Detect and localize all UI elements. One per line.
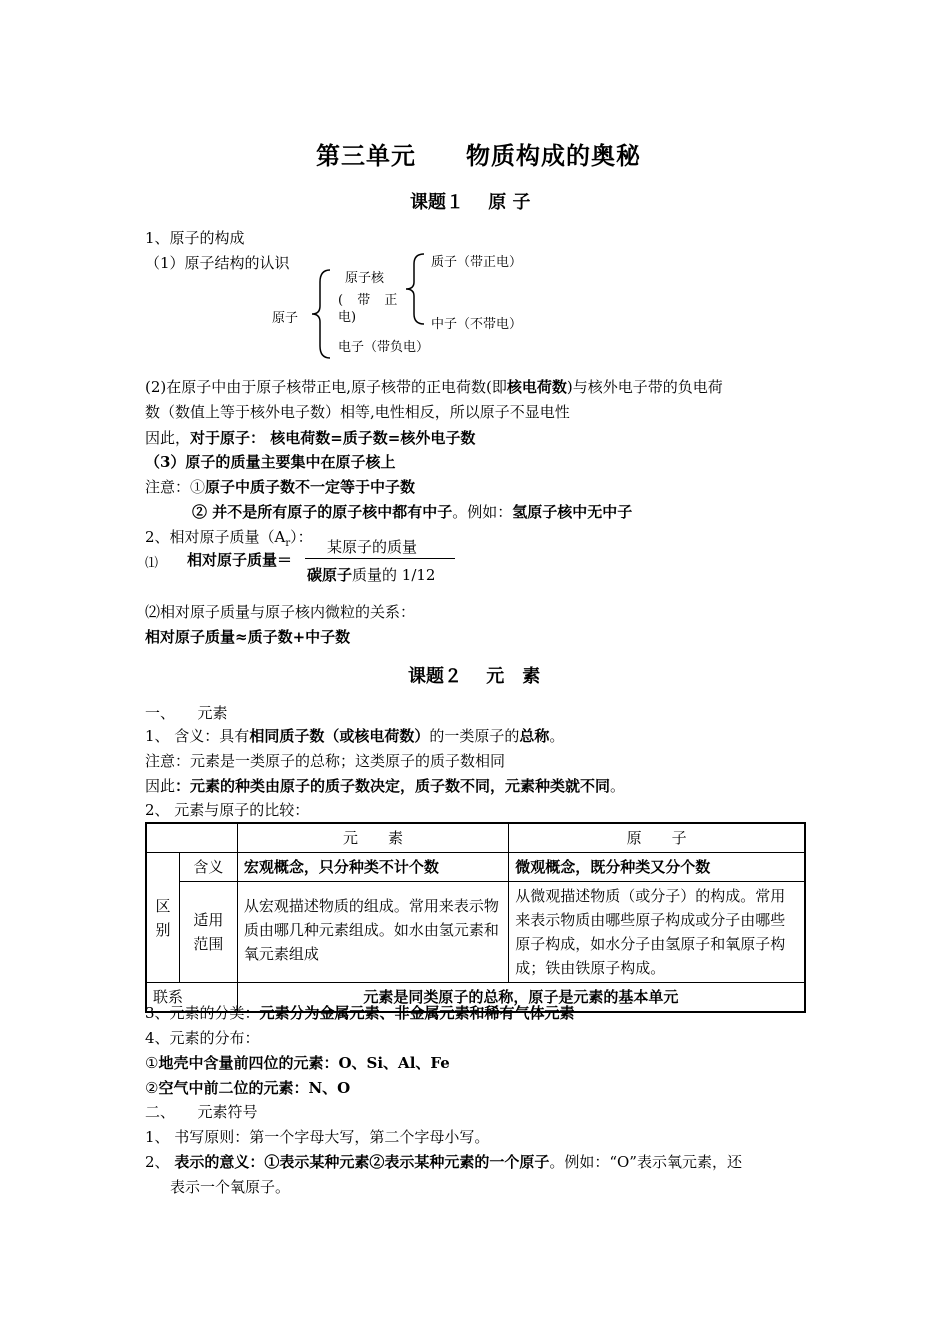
brace-atom [310,268,332,360]
relation-formula: 相对原子质量≈质子数+中子数 [145,628,351,646]
table-row [146,882,805,983]
element-definition-b: 相同质子数（或核电荷数） [249,727,430,745]
paragraph-nuclear-charge [145,376,723,397]
element-therefore-a: 因此 [145,777,176,795]
note-2-example: 。例如： [452,503,513,521]
distribution-air [145,1077,350,1098]
therefore-prefix: 因此， [145,429,191,447]
distribution-crust [145,1052,450,1073]
relative-mass-heading [145,526,313,549]
relative-mass-heading-text: 2、相对原子质量（A [145,528,286,546]
formula-denominator [307,564,435,585]
relative-mass-heading-end: ）： [290,528,313,546]
subsection-atom-recognition: （1）原子结构的认识 [145,254,290,272]
table-header-atom: 原 子 [509,823,805,853]
note-line-2 [192,501,632,522]
table-scope-label: 适用范围 [179,882,237,983]
diagram-nucleus: 原子核 [345,271,385,286]
element-definition-d: 总称 [519,727,550,745]
symbol-meaning-num: 2、 [145,1153,175,1171]
section-element: 一、 元素 [145,704,228,722]
symbol-meaning-text: 表示的意义：①表示某种元素②表示某种元素的一个原子 [174,1153,550,1171]
table-meaning-element: 宏观概念，只分种类不计个数 [237,853,508,882]
section-element-symbol: 二、 元素符号 [145,1103,258,1121]
comparison-table [145,822,806,1013]
formula-label: 相对原子质量＝ [187,551,293,569]
symbol-meaning-cont: 表示一个氧原子。 [170,1178,291,1196]
table-relation-label: 联系 [146,983,237,1013]
table-scope-atom: 从微观描述物质（或分子）的构成。常用来表示物质由哪些原子构成或分子由哪些原子构成，如水分子由氢原子和氧原子构成；铁由铁原子构成。 [509,882,805,983]
element-definition-e: 。 [549,727,565,745]
section-atom-structure: 1、原子的构成 [145,229,245,247]
formula-number: ⑴ [145,556,159,571]
therefore-formula: 对于原子： 核电荷数=质子数=核外电子数 [190,429,476,447]
formula-carbon: 碳原子 [307,566,353,584]
paragraph-nuclear-charge-c: )与核外电子带的负电荷 [566,378,723,396]
distribution-crust-marker: ① [145,1054,159,1072]
therefore-line [145,427,475,448]
keyword-nuclear-charge: 核电荷数 [506,378,567,396]
diagram-nucleus-note-b: 电) [338,310,357,325]
symbol-meaning-example: 。例如：“O”表示氧元素，还 [549,1153,742,1171]
table-meaning-label: 含义 [179,853,237,882]
table-corner [146,823,237,853]
element-classification-b: 元素分为金属元素、非金属元素和稀有气体元素 [259,1004,575,1022]
note-1-text: 原子中质子数不一定等于中子数 [205,478,416,496]
element-definition-c: 的一类原子的 [429,727,520,745]
diagram-atom: 原子 [272,311,299,326]
distribution-air-text: 空气中前二位的元素：N、O [158,1079,351,1097]
element-note: 注意：元素是一类原子的总称；这类原子的质子数相同 [145,752,506,770]
comparison-title: 2、 元素与原子的比较： [145,801,310,819]
diagram-nucleus-note-a: ( 带 正 [338,293,398,308]
brace-nucleus [404,252,426,326]
table-relation-value: 元素是同类原子的总称，原子是元素的基本单元 [237,983,805,1013]
element-definition-a: 1、 含义：具有 [145,727,250,745]
element-classification [145,1002,575,1023]
lesson2-heading: 课题２ 元 素 [408,666,541,687]
element-therefore-b: ：元素的种类由原子的质子数决定，质子数不同，元素种类就不同 [175,777,611,795]
paragraph-nuclear-charge-cont: 数（数值上等于核外电子数）相等,电性相反，所以原子不显电性 [145,403,570,421]
page-title: 第三单元 物质构成的奥秘 [316,141,641,170]
table-meaning-atom: 微观概念，既分种类又分个数 [509,853,805,882]
paragraph-nuclear-charge-a: (2)在原子中由于原子核带正电,原子核带的正电荷数(即 [145,378,507,396]
note-2-text: ② 并不是所有原子的原子核中都有中子 [192,503,453,521]
relation-title: ⑵相对原子质量与原子核内微粒的关系： [145,603,416,621]
element-definition [145,725,564,746]
table-diff-label: 区别 [146,853,179,983]
lesson1-heading: 课题１ 原 子 [410,192,531,213]
distribution-air-marker: ② [145,1079,159,1097]
diagram-neutron: 中子（不带电） [431,317,523,332]
element-therefore-c: 。 [610,777,626,795]
distribution-crust-text: 地壳中含量前四位的元素：O、Si、Al、Fe [158,1054,450,1072]
symbol-writing-rule: 1、 书写原则：第一个字母大写，第二个字母小写。 [145,1128,490,1146]
note-line-1 [145,476,415,497]
table-row [146,853,805,882]
table-header-element: 元 素 [237,823,508,853]
element-classification-a: 3、元素的分类： [145,1004,260,1022]
symbol-meaning [145,1151,742,1172]
diagram-electron: 电子（带负电） [338,340,430,355]
table-row [146,823,805,853]
diagram-proton: 质子（带正电） [431,255,523,270]
note-2-hydrogen: 氢原子核中无中子 [512,503,633,521]
relative-mass-sub: r [285,538,291,549]
formula-denominator-rest: 质量的 1/12 [352,566,436,584]
formula-fraction-line [305,558,455,559]
element-distribution: 4、元素的分布： [145,1029,260,1047]
note-prefix: 注意：① [145,478,206,496]
element-therefore [145,775,625,796]
atom-mass-note: （3）原子的质量主要集中在原子核上 [145,453,396,471]
formula-numerator: 某原子的质量 [327,538,418,556]
table-scope-element: 从宏观描述物质的组成。常用来表示物质由哪几种元素组成。如水由氢元素和氧元素组成 [237,882,508,983]
